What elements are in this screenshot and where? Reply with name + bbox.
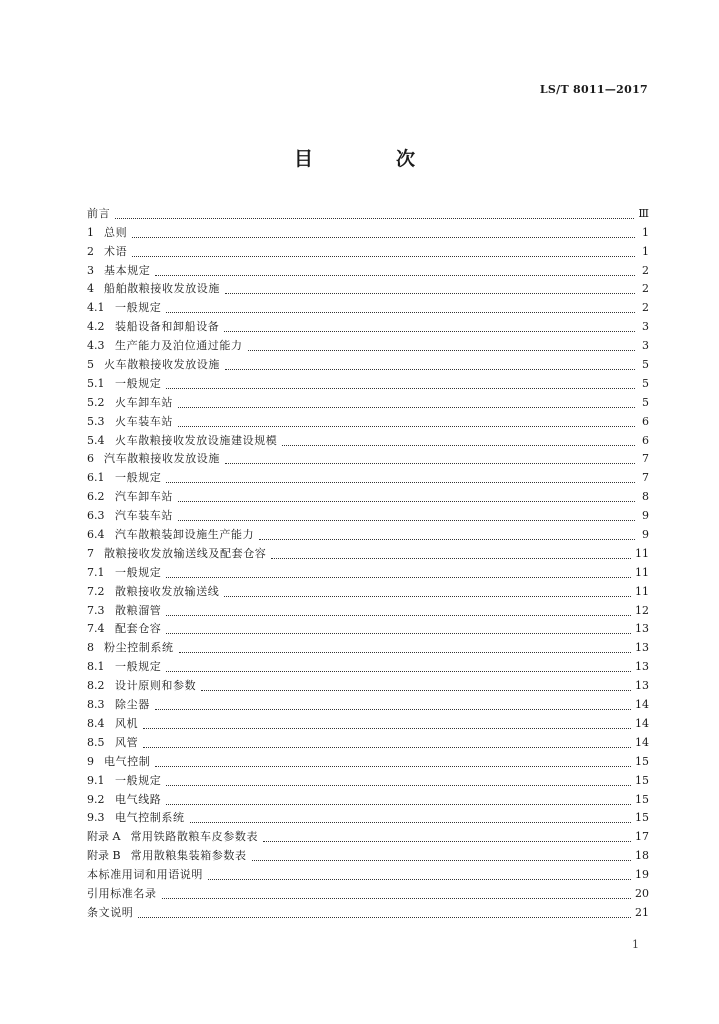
toc-dot-leader: [208, 879, 631, 880]
toc-entry-label: [87, 566, 161, 580]
toc-entry-title: 基本规定: [104, 263, 151, 277]
toc-dot-leader: [190, 822, 631, 823]
toc-entry-title: 风机: [115, 716, 139, 730]
toc-entry-page: 2: [642, 282, 649, 296]
toc-entry-page: 5: [642, 376, 649, 390]
toc-entry-page: 6: [642, 414, 649, 428]
toc-entry-page: 15: [635, 811, 649, 825]
toc-entry-page: 5: [642, 358, 649, 372]
toc-entry-label: [87, 906, 133, 920]
toc-entry-title: 火车散粮接收发放设施: [104, 358, 220, 372]
toc-entry-title: 散粮接收发放输送线: [115, 584, 220, 598]
toc-entry-page: 11: [635, 565, 649, 579]
toc-entry[interactable]: [87, 221, 649, 240]
toc-entry-page: 13: [635, 660, 649, 674]
toc-entry[interactable]: [87, 410, 649, 429]
toc-entry-label: [87, 471, 161, 485]
toc-dot-leader: [166, 671, 631, 672]
toc-entry-label: [87, 660, 161, 674]
toc-entry-number: 7.2: [87, 584, 105, 598]
toc-dot-leader: [263, 841, 631, 842]
toc-entry-title: 船舶散粮接收发放设施: [104, 282, 220, 296]
toc-entry-label: [87, 452, 220, 466]
toc-dot-leader: [201, 690, 631, 691]
toc-entry[interactable]: [87, 391, 649, 410]
toc-dot-leader: [248, 350, 635, 351]
toc-entry-number: 7.3: [87, 603, 105, 617]
toc-dot-leader: [225, 293, 635, 294]
toc-entry-title: 汽车卸车站: [115, 490, 173, 504]
toc-entry-number: 8: [87, 641, 94, 655]
toc-entry-page: 3: [642, 339, 649, 353]
toc-entry-title: 汽车散粮接收发放设施: [104, 452, 220, 466]
toc-dot-leader: [282, 445, 635, 446]
toc-entry-title: 一般规定: [115, 773, 162, 787]
toc-entry-number: 附录 B: [87, 849, 121, 863]
toc-entry-label: [87, 207, 110, 221]
toc-entry[interactable]: [87, 807, 649, 826]
toc-dot-leader: [252, 860, 631, 861]
toc-entry-label: [87, 528, 254, 542]
toc-entry[interactable]: [87, 259, 649, 278]
toc-entry-label: [87, 679, 196, 693]
toc-entry-page: 15: [635, 773, 649, 787]
toc-entry-title: 常用铁路散粮车皮参数表: [130, 830, 259, 844]
toc-entry-title: 一般规定: [115, 565, 162, 579]
toc-entry-number: 3: [87, 263, 94, 277]
toc-entry-page: 19: [635, 868, 649, 882]
toc-entry[interactable]: [87, 825, 649, 844]
toc-entry-title: 设计原则和参数: [115, 679, 197, 693]
toc-dot-leader: [166, 388, 635, 389]
toc-entry-number: 4.3: [87, 339, 105, 353]
page-number: 1: [632, 938, 639, 951]
toc-entry-number: 5: [87, 358, 94, 372]
toc-entry-page: 8: [642, 490, 649, 504]
toc-dot-leader: [115, 218, 634, 219]
toc-entry-title: 除尘器: [115, 698, 150, 712]
toc-entry-page: 7: [642, 471, 649, 485]
toc-entry[interactable]: [87, 674, 649, 693]
toc-entry-label: [87, 245, 127, 259]
toc-entry-label: [87, 301, 161, 315]
toc-dot-leader: [138, 917, 631, 918]
toc-entry-page: 18: [635, 849, 649, 863]
toc-dot-leader: [166, 785, 631, 786]
toc-dot-leader: [143, 728, 631, 729]
toc-entry-label: [87, 585, 219, 599]
toc-entry[interactable]: [87, 693, 649, 712]
toc-entry-number: 8.5: [87, 735, 105, 749]
toc-entry-page: 13: [635, 622, 649, 636]
toc-entry-label: [87, 755, 150, 769]
toc-dot-leader: [132, 256, 635, 257]
toc-entry-number: 9.1: [87, 773, 105, 787]
toc-entry[interactable]: [87, 901, 649, 920]
toc-entry-title: 散粮溜管: [115, 603, 162, 617]
toc-dot-leader: [178, 426, 635, 427]
toc-entry-title: 风管: [115, 735, 139, 749]
toc-entry-label: [87, 339, 243, 353]
toc-entry-label: [87, 774, 161, 788]
page-title: 目 次: [293, 148, 447, 170]
toc-dot-leader: [166, 804, 631, 805]
toc-entry-label: [87, 490, 173, 504]
toc-dot-leader: [179, 652, 631, 653]
toc-entry-label: [87, 717, 138, 731]
toc-entry-label: [87, 226, 127, 240]
toc-entry-number: 1: [87, 225, 94, 239]
toc-entry[interactable]: [87, 296, 649, 315]
toc-dot-leader: [132, 237, 635, 238]
toc-entry-page: 9: [642, 528, 649, 542]
toc-entry-number: 9.3: [87, 811, 105, 825]
toc-entry[interactable]: [87, 788, 649, 807]
toc-entry-label: [87, 622, 161, 636]
toc-entry[interactable]: [87, 353, 649, 372]
toc-entry-number: 5.4: [87, 433, 105, 447]
toc-dot-leader: [224, 596, 631, 597]
toc-dot-leader: [166, 482, 635, 483]
toc-entry-number: 5.2: [87, 395, 105, 409]
toc-entry-number: 6.2: [87, 490, 105, 504]
toc-entry-page: 14: [635, 716, 649, 730]
toc-dot-leader: [166, 312, 635, 313]
toc-entry[interactable]: [87, 655, 649, 674]
toc-entry[interactable]: [87, 278, 649, 297]
toc-entry-page: 14: [635, 698, 649, 712]
toc-entry-title: 本标准用词和用语说明: [87, 868, 203, 882]
toc-entry-label: [87, 849, 247, 863]
toc-entry-number: 附录 A: [87, 830, 121, 844]
toc-entry-number: 5.1: [87, 376, 105, 390]
toc-entry-title: 粉尘控制系统: [104, 641, 174, 655]
toc-entry-page: 2: [642, 263, 649, 277]
toc-entry[interactable]: [87, 372, 649, 391]
toc-entry-number: 5.3: [87, 414, 105, 428]
toc-entry-page: 13: [635, 641, 649, 655]
toc-entry-title: 一般规定: [115, 471, 162, 485]
toc-entry[interactable]: [87, 240, 649, 259]
toc-entry-label: [87, 547, 266, 561]
toc-entry-number: 7.4: [87, 622, 105, 636]
toc-dot-leader: [155, 766, 631, 767]
toc-dot-leader: [155, 709, 631, 710]
toc-entry-title: 生产能力及泊位通过能力: [115, 339, 243, 353]
toc-entry-title: 一般规定: [115, 660, 162, 674]
toc-entry-title: 一般规定: [115, 301, 162, 315]
toc-entry-number: 4.1: [87, 301, 105, 315]
toc-entry-page: 14: [635, 735, 649, 749]
toc-entry-page: 2: [642, 301, 649, 315]
toc-entry-label: [87, 282, 220, 296]
toc-dot-leader: [259, 539, 635, 540]
toc-entry-title: 前言: [87, 206, 111, 220]
toc-entry-number: 8.1: [87, 660, 105, 674]
toc-entry[interactable]: [87, 731, 649, 750]
toc-entry-page: 5: [642, 395, 649, 409]
toc-entry-number: 4.2: [87, 320, 105, 334]
toc-entry-title: 电气线路: [115, 792, 162, 806]
toc-dot-leader: [178, 520, 635, 521]
toc-entry-page: 20: [635, 886, 649, 900]
toc-entry-title: 配套仓容: [115, 622, 162, 636]
toc-entry-number: 9.2: [87, 792, 105, 806]
toc-entry-label: [87, 698, 150, 712]
toc-entry-page: 21: [635, 905, 649, 919]
toc-entry-page: 15: [635, 792, 649, 806]
toc-entry-label: [87, 377, 161, 391]
toc-dot-leader: [178, 407, 635, 408]
toc-dot-leader: [166, 633, 631, 634]
standard-code: LS/T 8011—2017: [539, 83, 648, 96]
toc-entry-number: 8.4: [87, 716, 105, 730]
toc-entry[interactable]: [87, 485, 649, 504]
toc-dot-leader: [166, 615, 631, 616]
toc-entry-label: [87, 736, 138, 750]
toc-entry-page: 15: [635, 754, 649, 768]
toc-entry-number: 4: [87, 282, 94, 296]
toc-entry-label: [87, 358, 220, 372]
toc-entry-number: 7.1: [87, 565, 105, 579]
toc-entry-page: 17: [635, 830, 649, 844]
toc-entry-label: [87, 320, 219, 334]
toc-entry-title: 火车散粮接收发放设施建设规模: [115, 433, 278, 447]
toc-dot-leader: [155, 275, 635, 276]
toc-entry-label: [87, 396, 173, 410]
toc-entry[interactable]: [87, 769, 649, 788]
toc-entry[interactable]: [87, 542, 649, 561]
toc-dot-leader: [178, 501, 635, 502]
toc-entry[interactable]: [87, 523, 649, 542]
toc-entry-label: [87, 509, 173, 523]
toc-dot-leader: [143, 747, 631, 748]
toc-entry-title: 引用标准名录: [87, 886, 157, 900]
toc-entry[interactable]: [87, 429, 649, 448]
toc-entry-number: 7: [87, 546, 94, 560]
toc-entry-page: Ⅲ: [638, 206, 649, 220]
toc-entry-label: [87, 415, 173, 429]
toc-entry-title: 一般规定: [115, 376, 162, 390]
toc-dot-leader: [225, 369, 635, 370]
toc-entry-number: 8.3: [87, 698, 105, 712]
toc-entry[interactable]: [87, 334, 649, 353]
toc-entry-title: 电气控制: [104, 754, 151, 768]
toc-entry[interactable]: [87, 504, 649, 523]
toc-entry-number: 8.2: [87, 679, 105, 693]
toc-entry-title: 汽车散粮装卸设施生产能力: [115, 528, 255, 542]
toc-entry-page: 13: [635, 679, 649, 693]
toc-entry-title: 常用散粮集装箱参数表: [130, 849, 247, 863]
toc-dot-leader: [224, 331, 635, 332]
toc-entry-title: 火车卸车站: [115, 395, 173, 409]
toc-entry[interactable]: [87, 315, 649, 334]
toc-dot-leader: [271, 558, 631, 559]
toc-entry-page: 11: [635, 584, 649, 598]
toc-entry-label: [87, 793, 161, 807]
toc-entry[interactable]: [87, 561, 649, 580]
toc-entry-title: 术语: [104, 244, 128, 258]
toc-entry-label: [87, 811, 185, 825]
toc-entry-page: 7: [642, 452, 649, 466]
toc-entry-label: [87, 264, 150, 278]
toc-entry-title: 散粮接收发放输送线及配套仓容: [104, 546, 267, 560]
toc-entry[interactable]: [87, 580, 649, 599]
toc-entry-page: 1: [642, 225, 649, 239]
toc-entry-page: 1: [642, 244, 649, 258]
toc-entry[interactable]: [87, 448, 649, 467]
toc-entry[interactable]: [87, 202, 649, 221]
toc-entry[interactable]: [87, 882, 649, 901]
toc-entry-page: 3: [642, 320, 649, 334]
toc-entry-page: 6: [642, 433, 649, 447]
toc-dot-leader: [166, 577, 631, 578]
toc-entry-title: 火车装车站: [115, 414, 173, 428]
toc-entry-number: 2: [87, 244, 94, 258]
toc-entry-title: 条文说明: [87, 905, 134, 919]
toc-entry-label: [87, 887, 157, 901]
toc-entry[interactable]: [87, 712, 649, 731]
toc-entry-number: 6.4: [87, 528, 105, 542]
toc-entry[interactable]: [87, 863, 649, 882]
toc-dot-leader: [162, 898, 631, 899]
toc-entry-title: 总则: [104, 225, 128, 239]
toc-dot-leader: [225, 463, 635, 464]
toc-entry-label: [87, 868, 203, 882]
toc-entry[interactable]: [87, 618, 649, 637]
toc-entry-number: 9: [87, 754, 94, 768]
toc-entry-number: 6.3: [87, 509, 105, 523]
toc-entry[interactable]: [87, 466, 649, 485]
toc-entry-title: 汽车装车站: [115, 509, 173, 523]
toc-entry-label: [87, 604, 161, 618]
table-of-contents: [87, 202, 649, 920]
toc-entry-label: [87, 830, 258, 844]
toc-entry-number: 6: [87, 452, 94, 466]
toc-entry-label: [87, 641, 174, 655]
toc-entry-page: 9: [642, 509, 649, 523]
toc-entry[interactable]: [87, 636, 649, 655]
toc-entry-page: 12: [635, 603, 649, 617]
toc-entry[interactable]: [87, 599, 649, 618]
toc-entry[interactable]: [87, 750, 649, 769]
toc-entry-title: 装船设备和卸船设备: [115, 320, 220, 334]
toc-entry-label: [87, 434, 277, 448]
toc-entry[interactable]: [87, 844, 649, 863]
toc-entry-page: 11: [635, 546, 649, 560]
toc-entry-title: 电气控制系统: [115, 811, 185, 825]
toc-entry-number: 6.1: [87, 471, 105, 485]
